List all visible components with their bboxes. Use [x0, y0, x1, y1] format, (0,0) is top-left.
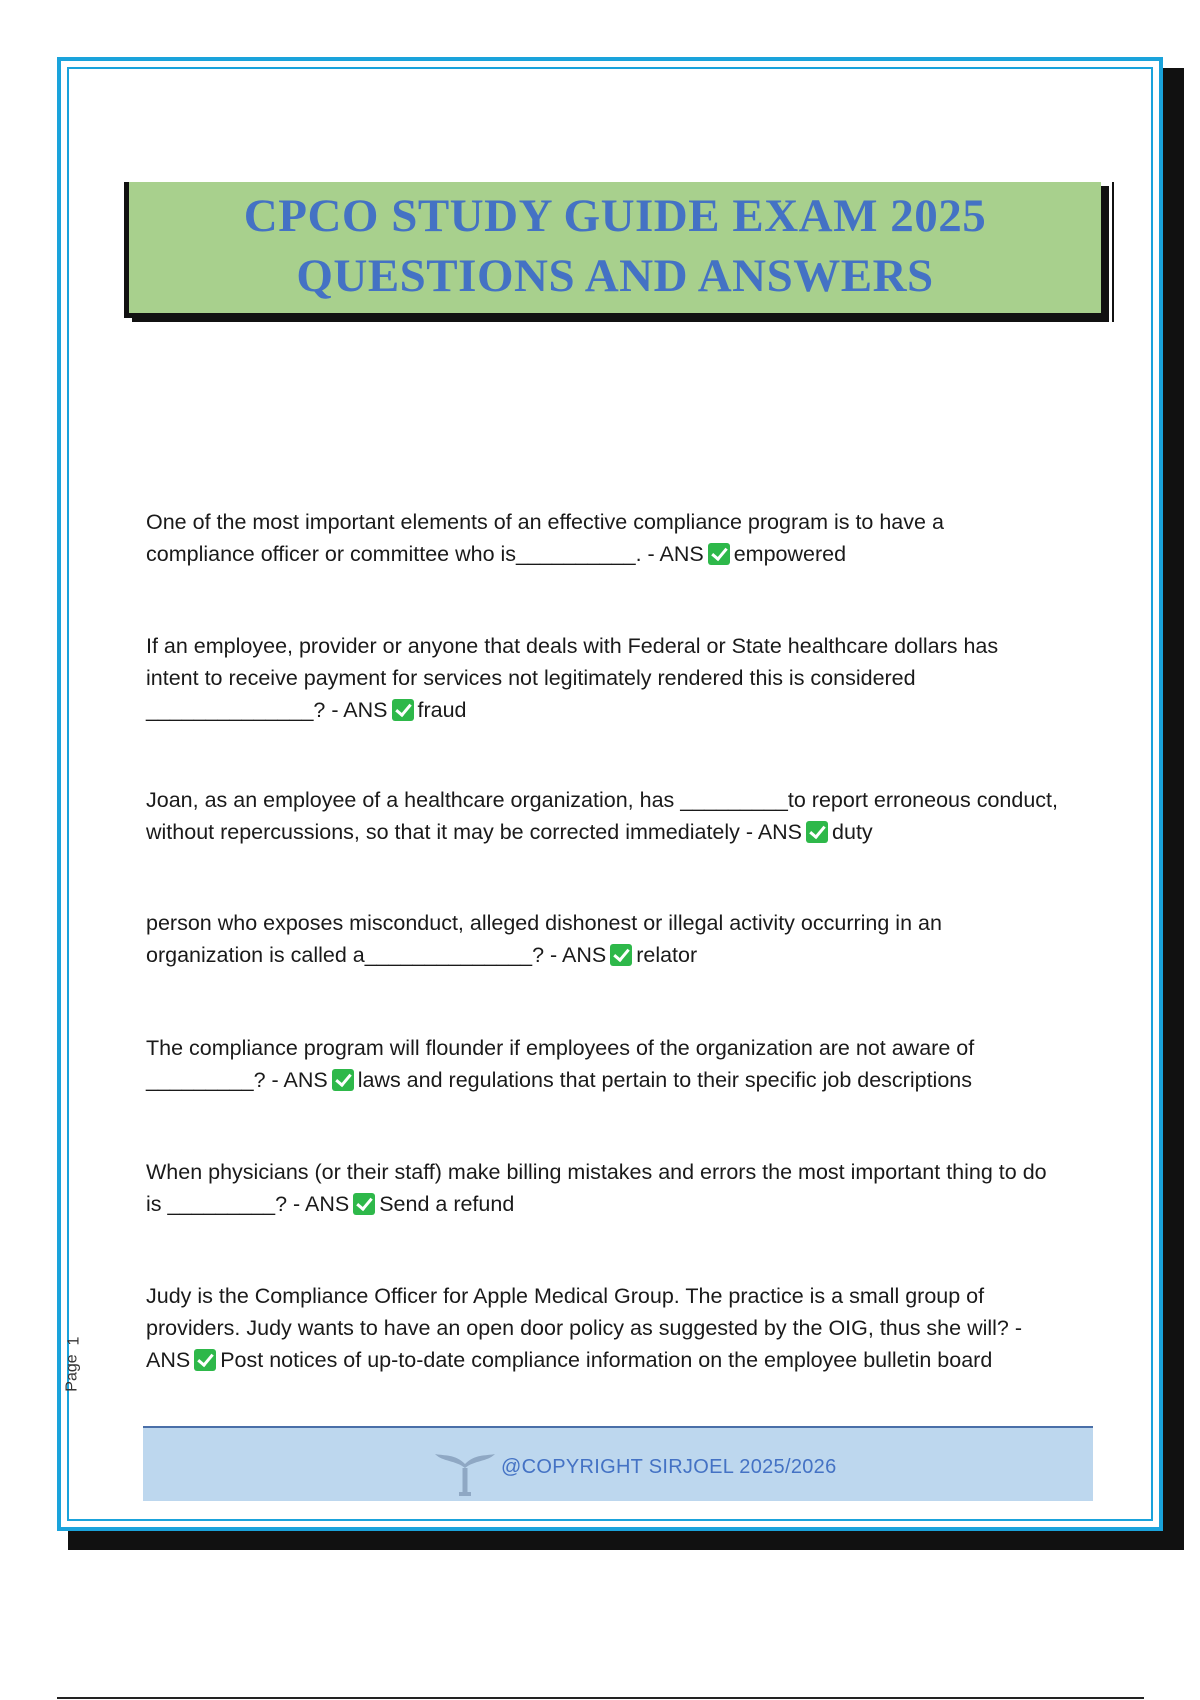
- footer-bar: [143, 1426, 1093, 1501]
- page-label-text: Page: [63, 1354, 81, 1392]
- question-line: without repercussions, so that it may be corrected immediately - ANS: [146, 820, 803, 844]
- title-line-1: CPCO STUDY GUIDE EXAM 2025: [243, 190, 987, 242]
- question-line: One of the most important elements of an effective compliance program is to have a: [146, 510, 944, 534]
- page-number-label: [62, 1336, 92, 1396]
- checkmark-icon: [708, 543, 730, 565]
- answer-text: laws and regulations that pertain to their specific job descriptions: [357, 1068, 972, 1092]
- question-line: When physicians (or their staff) make billing mistakes and errors the most important thing to do: [146, 1160, 1047, 1184]
- checkmark-icon: [194, 1349, 216, 1371]
- answer-text: duty: [832, 820, 873, 844]
- checkmark-icon: [392, 699, 414, 721]
- title-line-2: QUESTIONS AND ANSWERS: [296, 250, 934, 302]
- qa-item-4: [146, 907, 1096, 971]
- tree-logo-icon: [429, 1446, 501, 1496]
- question-line: Judy is the Compliance Officer for Apple Medical Group. The practice is a small group of: [146, 1284, 985, 1308]
- title-banner: [124, 182, 1101, 318]
- answer-text: Send a refund: [379, 1192, 515, 1216]
- question-line-with-answer: [146, 939, 1096, 971]
- question-line-with-answer: [146, 1344, 1096, 1376]
- checkmark-icon: [610, 944, 632, 966]
- question-line: is _________? - ANS: [146, 1192, 350, 1216]
- question-line: Joan, as an employee of a healthcare organization, has _________to report erroneous conduct,: [146, 788, 1058, 812]
- answer-text: empowered: [733, 542, 847, 566]
- question-line-with-answer: [146, 538, 1096, 570]
- checkmark-icon: [332, 1069, 354, 1091]
- question-line: intent to receive payment for services not legitimately rendered this is considered: [146, 666, 916, 690]
- question-line-with-answer: [146, 816, 1096, 848]
- question-line-with-answer: [146, 694, 1096, 726]
- answer-text: relator: [636, 943, 698, 967]
- answer-text: Post notices of up-to-date compliance information on the employee bulletin board: [220, 1348, 993, 1372]
- bottom-rule: [57, 1697, 1144, 1699]
- question-line: The compliance program will flounder if employees of the organization are not aware of: [146, 1036, 975, 1060]
- question-line: providers. Judy wants to have an open door policy as suggested by the OIG, thus she will? -: [146, 1316, 1023, 1340]
- page-number: 1: [65, 1336, 83, 1346]
- question-line: _________? - ANS: [146, 1068, 328, 1092]
- qa-item-3: [146, 784, 1096, 848]
- qa-item-6: [146, 1156, 1096, 1220]
- answer-text: fraud: [417, 698, 467, 722]
- qa-item-2: [146, 630, 1096, 726]
- qa-item-5: [146, 1032, 1096, 1096]
- question-line: person who exposes misconduct, alleged dishonest or illegal activity occurring in an: [146, 911, 942, 935]
- question-line-with-answer: [146, 1188, 1096, 1220]
- checkmark-icon: [353, 1193, 375, 1215]
- question-line: ______________? - ANS: [146, 698, 388, 722]
- question-line-with-answer: [146, 1064, 1096, 1096]
- question-line: If an employee, provider or anyone that deals with Federal or State healthcare dollars has: [146, 634, 999, 658]
- qa-item-1: [146, 506, 1096, 570]
- copyright-text: @COPYRIGHT SIRJOEL 2025/2026: [501, 1456, 837, 1478]
- question-line: ANS: [146, 1348, 191, 1372]
- question-line: compliance officer or committee who is__________. - ANS: [146, 542, 704, 566]
- qa-item-7: [146, 1280, 1096, 1376]
- checkmark-icon: [806, 821, 828, 843]
- question-line: organization is called a______________? - ANS: [146, 943, 607, 967]
